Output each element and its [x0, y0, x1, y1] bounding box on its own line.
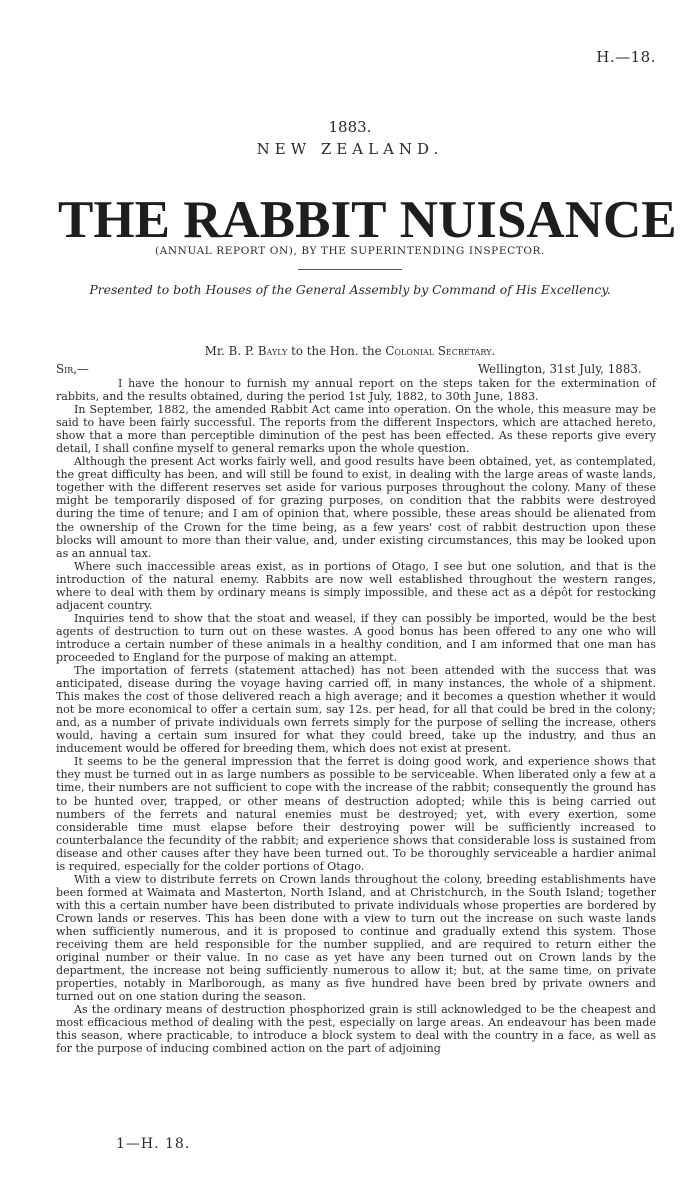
letter-body [56, 377, 656, 1055]
from-name: Bayly [257, 344, 288, 358]
paragraph: Although the present Act works fairly well, and good results have been obtained, yet, as contemplated, the great difficulty has been, and will still be found to exist, in dealing with the large areas of waste lands, together with the different reserves set aside for various purposes throughout the colony. Many of these might be temporarily disposed of for grazing purposes, on condition that the rabbits were destroyed during the time of tenure; and I am of opinion that, where possible, these areas should be alienated from the ownership of the Crown for the time being, as a few years' cost of rabbit destruction upon these blocks will amount to more than their value, and, under existing circumstances, this may be looked upon as an annual tax. [56, 455, 656, 560]
title-letter: B [295, 191, 331, 249]
salutation: Sir,— [56, 362, 89, 376]
to-middle: to the Hon. the [291, 344, 382, 358]
page-signature-mark: 1—H. 18. [116, 1136, 191, 1152]
title-letter: U [438, 191, 477, 249]
title-letter: N [564, 191, 603, 249]
paragraph: It seems to be the general impression that the ferret is doing good work, and experience shows that they must be turned out in as large numbers as possible to be serviceable. When liberated only a few at a time, their numbers are not sufficient to cope with the increase of the rabbit; consequently the ground has to be hunted over, trapped, or other means of destruction adopted; while this is being carried out numbers of the ferrets and natural enemies must be destroyed; yet, with every exertion, some considerable time must elapse before their destroying power will be sufficiently increased to counterbalance the fecundity of the rabbit; and experience shows that considerable loss is sustained from disease and other causes after they have been turned out. To be thoroughly serviceable a hardier animal is required, especially for the colder portions of Otago. [56, 755, 656, 873]
title-letter: R [183, 191, 222, 249]
paragraph: The importation of ferrets (statement attached) has not been attended with the success that was anticipated, disease during the voyage having carried off, in many instances, the whole of a shipment. This makes the cost of those delivered reach a high average; and it becomes a question whether it would not be more economical to offer a certain sum, say 12s. per head, for all that could be bred in the colony; and, as a number of private individuals own ferrets simply for the purpose of selling the increase, others would, having a certain sum insured for what they could breed, take up the industry, and thus an inducement would be offered for breeding them, which does not exist at present. [56, 664, 656, 756]
paragraph: Where such inaccessible areas exist, as in portions of Otago, I see but one solution, and that is the introduction of the natural enemy. Rabbits are now well established throughout the western ranges, where to deal with them by ordinary means is simply impossible, and these act as a dépôt for restocking adjacent country. [56, 559, 656, 612]
title-letter: C [602, 191, 642, 249]
title-letter: H [93, 191, 135, 249]
title-gap [386, 192, 399, 248]
country-heading: NEW ZEALAND. [256, 140, 444, 158]
title-letter: B [259, 191, 296, 249]
paragraph: With a view to distribute ferrets on Crown lands throughout the colony, breeding establishments have been formed at Waimata and Masterton, North Island, and at Christchurch, in the South Island; together with this a certain number have been distributed to private individuals whose properties are bordered by Crown lands or reserves. This has been done with a view to turn out the increase on such waste lands when sufficiently numerous, and it is proposed to continue and gradually extend this system. Those receiving them are held responsible for the number supplied, and are required to return either the original number or their value. In no case as yet have any been turned out on Crown lands by the department, the increase not being sufficiently numerous to allow it; but, at the same time, on private properties, notably in Marlborough, as many as five hundred have been bred by private owners and turned out on one station during the season. [56, 872, 656, 1004]
title-gap [170, 192, 183, 248]
divider-rule [298, 269, 402, 270]
paragraph: As the ordinary means of destruction phosphorized grain is still acknowledged to be the cheapest and most efficacious method of dealing with the pest, especially on large areas. An endeavour has been made this season, where practicable, to introduce a block system to deal with the country in a face, as well as for the purpose of inducing combined action on the part of adjoining [56, 1003, 656, 1056]
paragraph: Inquiries tend to show that the stoat and weasel, if they can possibly be imported, would be the best agents of destruction to turn out on these wastes. A good bonus has been offered to any one who will introduce a certain number of these animals in a healthy condition, and I am informed that one man has proceeded to England for the purpose of making an attempt. [56, 611, 656, 664]
letter-addressee [0, 344, 700, 358]
from-prefix: Mr. B. P. [204, 344, 255, 358]
report-subtitle: (ANNUAL REPORT ON), BY THE SUPERINTENDING INSPECTOR. [154, 245, 545, 257]
report-title [58, 191, 677, 249]
dateline: Wellington, 31st July, 1883. [478, 362, 642, 376]
title-letter: S [496, 191, 527, 249]
title-letter: T [351, 191, 387, 249]
year-heading: 1883. [328, 118, 372, 136]
title-letter: E [134, 191, 170, 249]
title-letter: N [399, 191, 439, 249]
title-letter: T [58, 191, 94, 249]
title-letter: A [526, 191, 565, 249]
title-letter: E [641, 191, 677, 249]
title-letter: I [330, 191, 352, 249]
to-title: Colonial Secretary. [385, 344, 496, 358]
title-letter: I [476, 191, 497, 249]
paragraph: In September, 1882, the amended Rabbit Act came into operation. On the whole, this measure may be said to have been fairly successful. The reports from the different Inspectors, which are attached hereto, show that a more than perceptible diminution of the pest has been effected. As these reports give every detail, I shall confine myself to general remarks upon the whole question. [56, 403, 656, 456]
title-letter: A [221, 191, 260, 249]
paper-reference: H.—18. [596, 48, 656, 66]
presented-line: Presented to both Houses of the General Assembly by Command of His Excellency. [89, 282, 611, 297]
paragraph: I have the honour to furnish my annual report on the steps taken for the extermination of rabbits, and the results obtained, during the period 1st July, 1882, to 30th June, 1883. [56, 377, 656, 404]
